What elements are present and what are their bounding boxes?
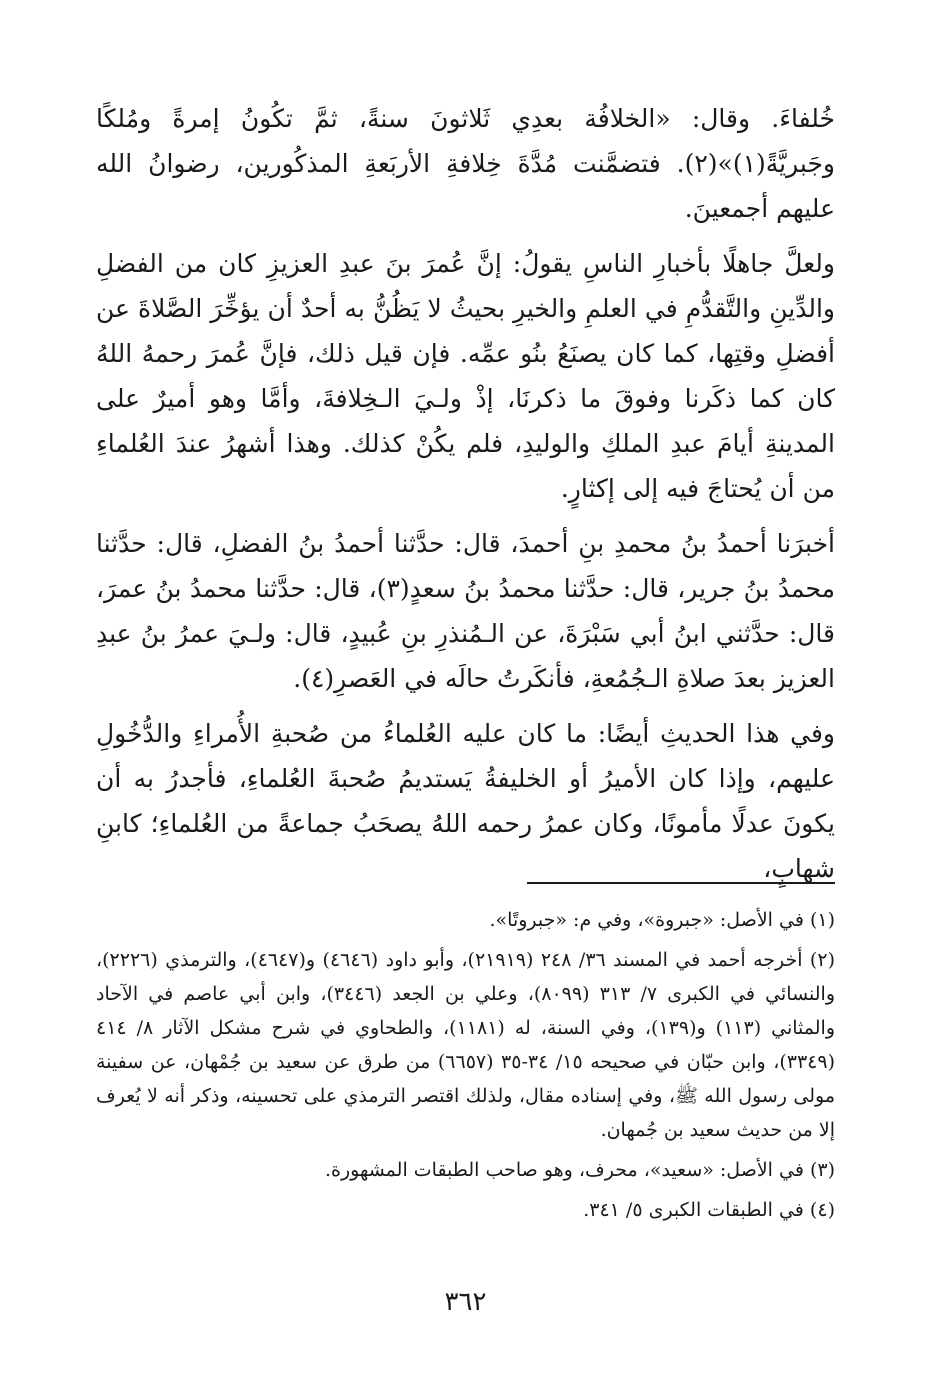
footnote-2: (٢) أخرجه أحمد في المسند ٣٦/ ٢٤٨ (٢١٩١٩)، وأبو داود (٤٦٤٦) و(٤٦٤٧)، والترمذي (٢٢٢٦)، والنسائي في الكبرى ٧/ ٣١٣ (٨٠٩٩)، وعلي بن الجعد (٣٤٤٦)، وابن أبي عاصم في الآحاد والمثاني (١١٣) و(١٣٩)، وفي السنة، له (١١٨١)، والطحاوي في شرح مشكل الآثار ٨/ ٤١٤ (٣٣٤٩)، وابن حبّان في صحيحه ١٥/ ٣٤-٣٥ (٦٦٥٧) من طرق عن سعيد بن جُمْهان، عن سفينة مولى رسول الله ﷺ، وفي إسناده مقال، ولذلك اقتصر الترمذي على تحسينه، وذكر أنه لا يُعرف إلا من حديث سعيد بن جُمهان.: [96, 949, 836, 1141]
paragraph-4: وفي هذا الحديثِ أيضًا: ما كان عليه العُلماءُ من صُحبةِ الأُمراءِ والدُّخُولِ عليهم، وإذا كان الأميرُ أو الخليفةُ يَستديمُ صُحبةَ العُلماءِ، فأجدرُ به أن يكونَ عدلًا مأمونًا، وكان عمرُ رحمه اللهُ يصحَبُ جماعةً من العُلماءِ؛ كابنِ شهابٍ،: [96, 719, 835, 883]
footnote-3: (٣) في الأصل: «سعيد»، محرف، وهو صاحب الطبقات المشهورة.: [324, 1159, 835, 1181]
paragraph-1: خُلفاءَ. وقال: «الخلافُة بعدِي ثَلاثونَ سنةً، ثمَّ تكُونُ إمرةً ومُلكًا وجَبريَّةً(١)»(٢). فتضمَّنت مُدَّةَ خِلافةِ الأربَعةِ المذكُورين، رضوانُ الله عليهم أجمعينَ.: [96, 104, 835, 223]
paragraph-2: ولعلَّ جاهلًا بأخبارِ الناسِ يقولُ: إنَّ عُمرَ بنَ عبدِ العزيزِ كان من الفضلِ والدِّينِ والتَّقدُّمِ في العلمِ والخيرِ بحيثُ لا يَظُنُّ به أحدٌ أن يؤخِّرَ الصَّلاةَ عن أفضلِ وقتِها، كما كان يصنَعُ بنُو عمِّه. فإن قيل ذلك، فإنَّ عُمرَ رحمهُ اللهُ كان كما ذكَرنا وفوقَ ما ذكرنَا، إذْ ولـيَ الـخِلافةَ، وأمَّا وهو أميرٌ على المدينةِ أيامَ عبدِ الملكِ والوليدِ، فلم يكُنْ كذلك. وهذا أشهرُ عندَ العُلماءِ من أن يُحتاجَ فيه إلى إكثارٍ.: [96, 249, 835, 503]
footnote-separator: [527, 882, 835, 884]
paragraph-3: أخبرَنا أحمدُ بنُ محمدِ بنِ أحمدَ، قال: حدَّثنا أحمدُ بنُ الفضلِ، قال: حدَّثنا محمدُ بنُ جرير، قال: حدَّثنا محمدُ بنُ سعدٍ(٣)، قال: حدَّثنا محمدُ بنُ عمرَ، قال: حدَّثني ابنُ أبي سَبْرَةَ، عن الـمُنذرِ بنِ عُبيدٍ، قال: ولـيَ عمرُ بنُ عبدِ العزيز بعدَ صلاةِ الـجُمُعةِ، فأنكَرتُ حالَه في العَصرِ(٤).: [96, 529, 835, 693]
footnotes: [96, 903, 835, 1233]
footnote-1: (١) في الأصل: «جبروة»، وفي م: «جبروتًا».: [489, 909, 835, 931]
main-text: [96, 96, 835, 901]
page-number: ٣٦٢: [444, 1287, 487, 1317]
footnote-4: (٤) في الطبقات الكبرى ٥/ ٣٤١.: [583, 1199, 835, 1221]
